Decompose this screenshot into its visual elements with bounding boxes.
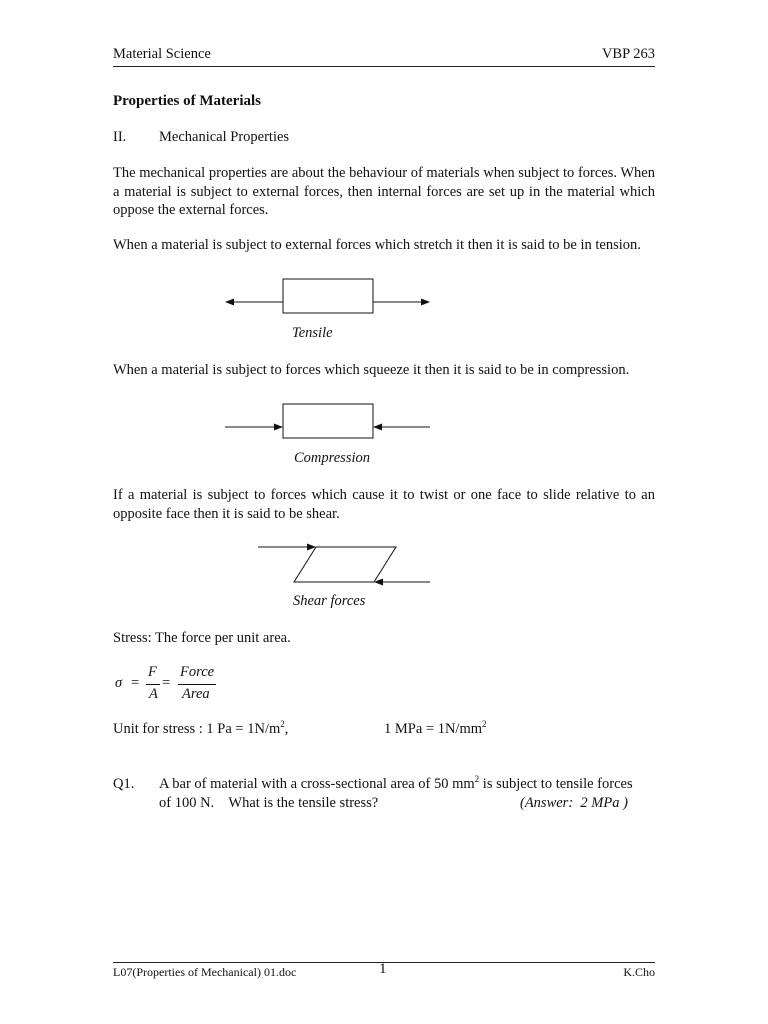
unit-megapascal-text: 1 MPa = 1N/mm: [384, 721, 483, 737]
question-number: Q1.: [113, 776, 135, 792]
tensile-diagram: [225, 278, 435, 316]
formula-equals-2: =: [162, 675, 171, 691]
tensile-caption: Tensile: [292, 325, 333, 341]
shear-parallelogram: [294, 547, 396, 582]
compression-paragraph: When a material is subject to forces which squeeze it then it is said to be in compression.: [113, 362, 630, 378]
question-line-1: [159, 776, 633, 793]
compression-diagram: [225, 403, 435, 441]
footer-filename: L07(Properties of Mechanical) 01.doc: [113, 965, 297, 979]
question-line-1-text-b: is subject to tensile forces: [479, 776, 633, 792]
shear-top-arrow: [258, 544, 316, 551]
shear-caption: Shear forces: [293, 593, 366, 609]
unit-pascal-text: Unit for stress : 1 Pa = 1N/m: [113, 721, 281, 737]
formula-fraction-bar-2: [178, 684, 216, 685]
compression-left-arrow: [225, 424, 283, 431]
intro-paragraph: The mechanical properties are about the behaviour of materials when subject to forces. When a material is subject to external forces, then internal forces are set up in the material which oppose the external forces.: [113, 165, 655, 218]
tensile-left-arrow: [225, 299, 283, 306]
tensile-right-arrow: [373, 299, 430, 306]
footer-author: K.Cho: [623, 965, 655, 979]
shear-diagram: [258, 543, 433, 587]
compression-bar: [283, 404, 373, 438]
shear-bottom-arrow: [374, 579, 430, 586]
section-number: II.: [113, 129, 127, 145]
tension-paragraph: When a material is subject to external forces which stretch it then it is said to be in tension.: [113, 237, 641, 253]
tensile-bar: [283, 279, 373, 313]
formula-equals-1: =: [131, 675, 140, 691]
header-rule: [113, 66, 655, 67]
formula-denominator-area: Area: [182, 686, 210, 702]
unit-pascal-exponent: 2: [280, 719, 285, 729]
page-title: Properties of Materials: [113, 93, 262, 109]
footer-page-number: 1: [379, 961, 387, 977]
shear-paragraph: If a material is subject to forces which cause it to twist or one face to slide relative to an opposite face then it is said to be shear.: [113, 487, 655, 522]
formula-numerator-force: Force: [180, 664, 215, 680]
formula-denominator-a: A: [149, 686, 158, 702]
formula-numerator-f: F: [148, 664, 157, 680]
unit-pascal: [113, 721, 288, 738]
unit-pascal-comma: ,: [284, 721, 289, 737]
section-title: Mechanical Properties: [159, 129, 290, 145]
unit-megapascal: [384, 721, 487, 738]
formula-sigma: σ: [115, 675, 123, 691]
header-course-code: VBP 263: [601, 46, 655, 62]
question-line-1-text-a: A bar of material with a cross-sectional area of 50 mm: [159, 776, 475, 792]
question-line-2: of 100 N. What is the tensile stress?: [159, 795, 379, 811]
compression-right-arrow: [373, 424, 430, 431]
unit-megapascal-exponent: 2: [482, 719, 487, 729]
stress-definition: Stress: The force per unit area.: [113, 630, 291, 646]
question-answer: (Answer: 2 MPa ): [520, 795, 628, 811]
header-course-title: Material Science: [113, 46, 211, 62]
formula-fraction-bar-1: [146, 684, 160, 685]
compression-caption: Compression: [294, 450, 370, 466]
question-area-exponent: 2: [474, 774, 480, 784]
